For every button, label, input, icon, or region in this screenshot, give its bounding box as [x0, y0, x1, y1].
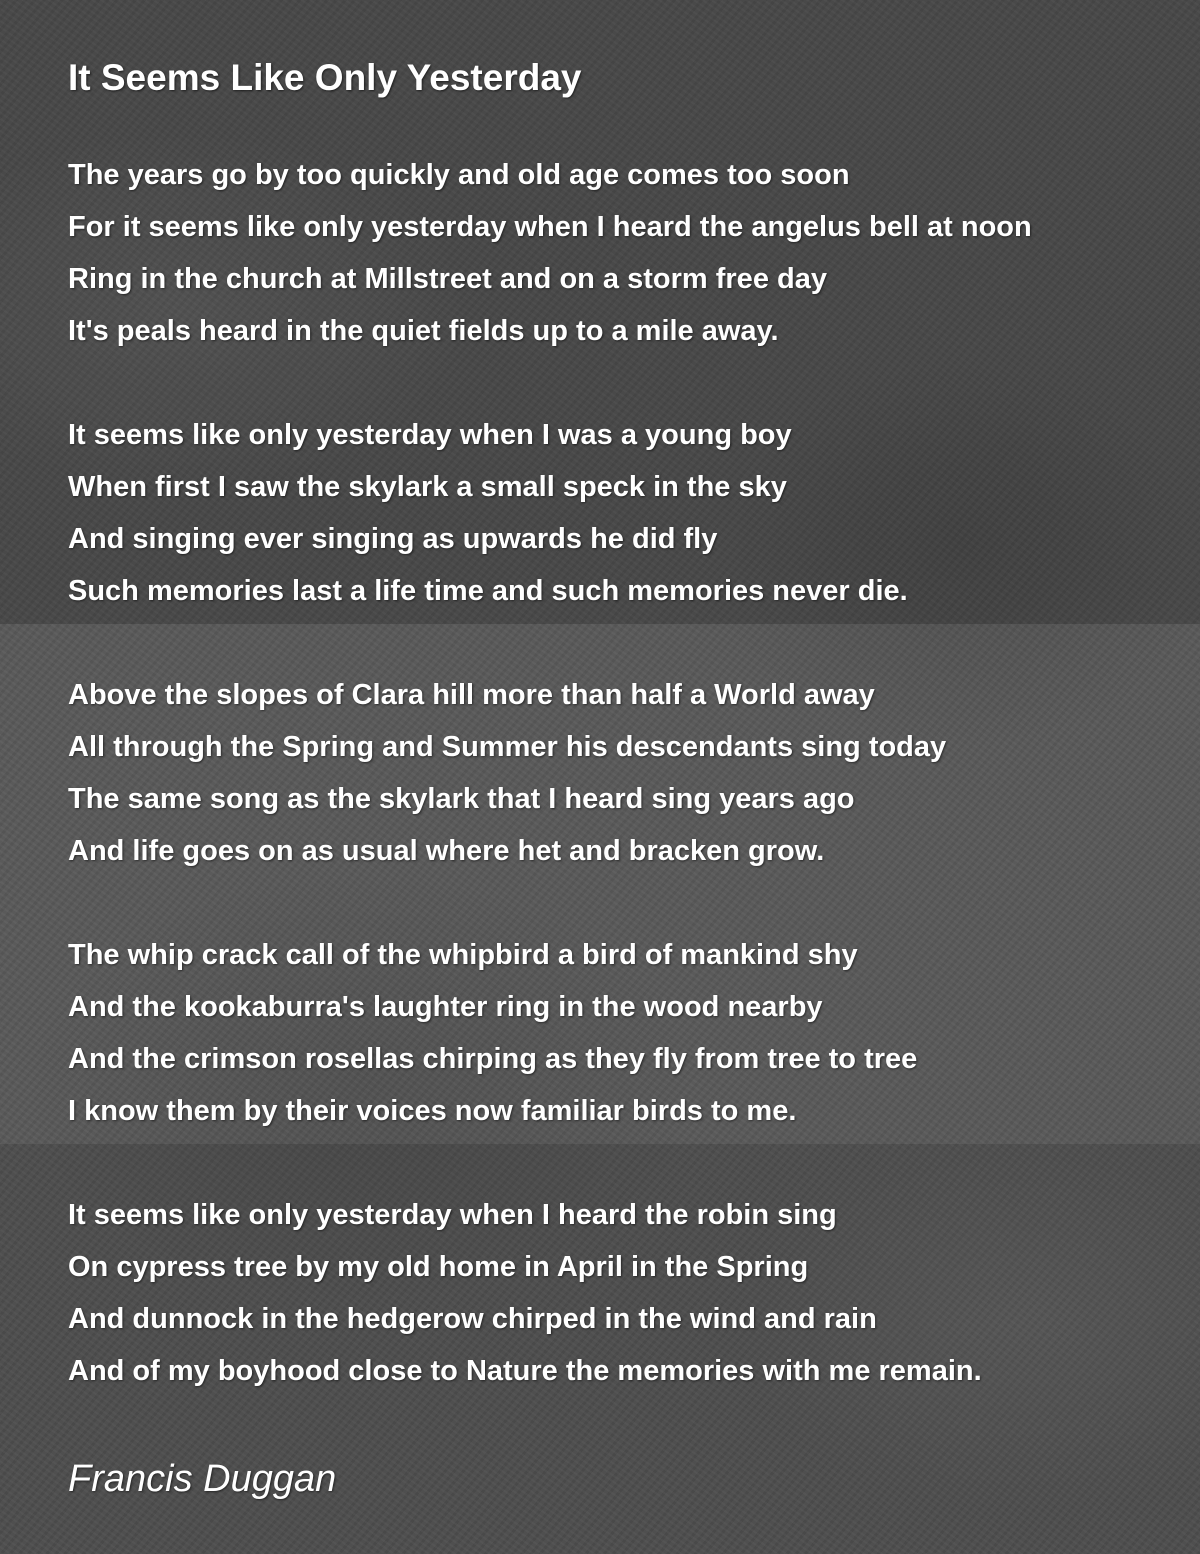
poem-line: It's peals heard in the quiet fields up to a mile away. — [68, 315, 779, 347]
stanza-2 — [68, 409, 908, 617]
poem-line: And dunnock in the hedgerow chirped in the wind and rain — [68, 1303, 877, 1335]
poem-line: It seems like only yesterday when I heard the robin sing — [68, 1199, 837, 1231]
poem-line: Such memories last a life time and such memories never die. — [68, 575, 908, 607]
stanza-5 — [68, 1189, 982, 1397]
poem-line: I know them by their voices now familiar birds to me. — [68, 1095, 797, 1127]
poem-line: Ring in the church at Millstreet and on a storm free day — [68, 263, 827, 295]
poem-line: It seems like only yesterday when I was a young boy — [68, 419, 792, 451]
poem-author: Francis Duggan — [68, 1458, 337, 1500]
stanza-4 — [68, 929, 917, 1137]
poem-line: On cypress tree by my old home in April in the Spring — [68, 1251, 809, 1283]
stanza-1 — [68, 149, 1032, 357]
poem-line: For it seems like only yesterday when I heard the angelus bell at noon — [68, 211, 1032, 243]
poem-line: Above the slopes of Clara hill more than half a World away — [68, 679, 875, 711]
poem-line: And life goes on as usual where het and bracken grow. — [68, 835, 825, 867]
poem-line: And of my boyhood close to Nature the memories with me remain. — [68, 1355, 982, 1387]
poem-line: All through the Spring and Summer his descendants sing today — [68, 731, 947, 763]
poem-line: And the crimson rosellas chirping as they fly from tree to tree — [68, 1043, 918, 1075]
poem-line: The whip crack call of the whipbird a bird of mankind shy — [68, 939, 858, 971]
stanza-3 — [68, 669, 946, 877]
poem-title: It Seems Like Only Yesterday — [68, 57, 582, 98]
poem-line: And singing ever singing as upwards he did fly — [68, 523, 718, 555]
poem-line: When first I saw the skylark a small speck in the sky — [68, 471, 787, 503]
poem-line: The years go by too quickly and old age comes too soon — [68, 159, 850, 191]
poem-line: The same song as the skylark that I heard sing years ago — [68, 783, 855, 815]
poem-line: And the kookaburra's laughter ring in the wood nearby — [68, 991, 823, 1023]
